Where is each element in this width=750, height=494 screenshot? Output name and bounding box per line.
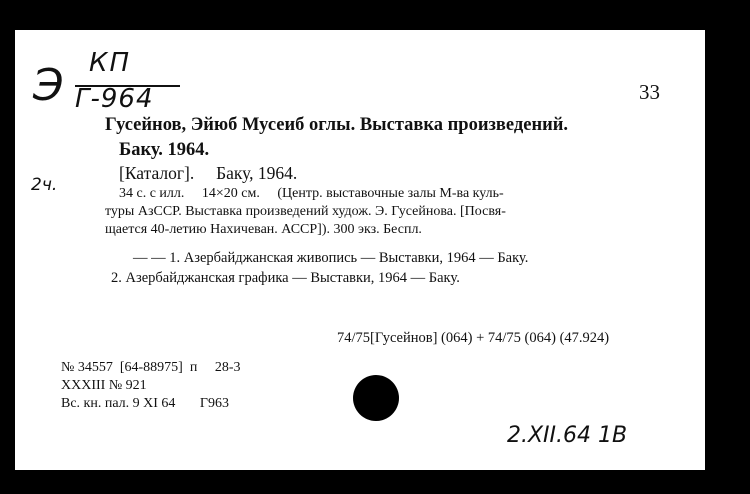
punch-hole [353, 375, 399, 421]
margin-note: 2ч. [31, 175, 58, 195]
record-number: № 34557 [64-88975] п 28-3 [61, 360, 241, 375]
shelf-mark-bottom: Г-964 [75, 84, 154, 114]
page-number: 33 [639, 80, 660, 104]
classification: 74/75[Гусейнов] (064) + 74/75 (064) (47.924) [337, 330, 610, 346]
catalog-card [15, 30, 705, 470]
handwritten-date: 2.XII.64 1B [507, 423, 628, 448]
registry-line: Вс. кн. пал. 9 XI 64 Г963 [61, 396, 230, 411]
imprint: [Каталог]. Баку, 1964. [119, 163, 298, 183]
series-number: XXXIII № 921 [61, 378, 147, 393]
description-line-2: туры АзССР. Выставка произведений худож. Э. Гусейнова. [Посвя- [105, 204, 506, 219]
description-line-1: 34 с. с илл. 14×20 см. (Центр. выставочные залы М-ва куль- [119, 186, 504, 201]
description-line-3: щается 40-летию Нахичеван. АССР]). 300 экз. Беспл. [105, 222, 422, 237]
subjects-line-1: — — 1. Азербайджанская живопись — Выставки, 1964 — Баку. [133, 250, 529, 266]
title-line-1: Гусейнов, Эйюб Мусеиб оглы. Выставка произведений. [105, 115, 569, 135]
title-line-2: Баку. 1964. [119, 140, 210, 160]
shelf-mark-top: КП [89, 48, 132, 78]
subjects-line-2: 2. Азербайджанская графика — Выставки, 1964 — Баку. [111, 270, 460, 286]
shelf-mark-prefix: Э [33, 60, 64, 111]
